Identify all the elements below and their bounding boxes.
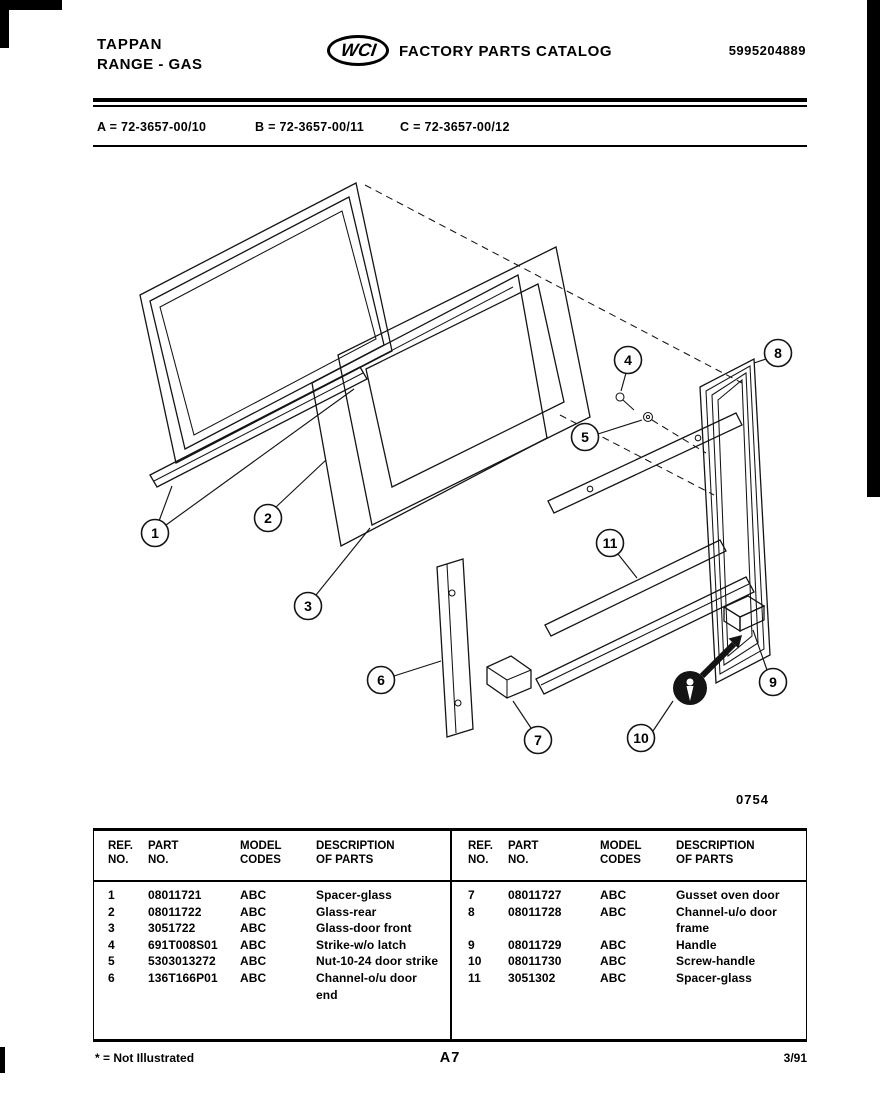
callout-8-number: 8 bbox=[774, 345, 782, 361]
callout-1 bbox=[142, 389, 355, 547]
callout-9-number: 9 bbox=[769, 674, 777, 690]
callout-5-number: 5 bbox=[581, 429, 589, 445]
exploded-view-diagram bbox=[0, 155, 880, 820]
callout-5 bbox=[572, 420, 643, 451]
publication-number: 5995204889 bbox=[728, 43, 806, 58]
brand-product-line: RANGE - GAS bbox=[97, 56, 203, 73]
table-row: 9 08011729 ABC Handle bbox=[468, 937, 717, 952]
scan-artifact-right-bar bbox=[867, 0, 880, 497]
scan-artifact-left-edge bbox=[0, 1047, 5, 1073]
header-rule-thick bbox=[93, 98, 807, 102]
wci-logo-text: WCI bbox=[339, 40, 377, 60]
revision-date: 3/91 bbox=[783, 1051, 807, 1065]
part-7-gusset bbox=[487, 656, 531, 698]
parts-table-right bbox=[454, 831, 804, 1039]
header-rule-thin bbox=[93, 105, 807, 107]
scan-artifact-top-left-v bbox=[0, 0, 9, 48]
col-header-ref: REF. NO. bbox=[108, 840, 133, 866]
callout-4-number: 4 bbox=[624, 352, 632, 368]
part-6-channel-end bbox=[437, 559, 473, 737]
col-header-model: MODEL CODES bbox=[240, 840, 282, 866]
table-row-continuation: end bbox=[316, 987, 338, 1002]
part-9-handle bbox=[724, 596, 764, 631]
table-row: 6 136T166P01 ABC Channel-o/u door bbox=[108, 970, 417, 985]
callout-2 bbox=[255, 460, 327, 532]
table-row: 4 691T008S01 ABC Strike-w/o latch bbox=[108, 937, 407, 952]
table-center-divider bbox=[450, 831, 452, 1039]
callout-7 bbox=[513, 701, 552, 754]
col-header-model: MODEL CODES bbox=[600, 840, 642, 866]
table-row: 7 08011727 ABC Gusset oven door bbox=[468, 888, 780, 902]
part-4-strike bbox=[616, 393, 634, 410]
table-row: 5 5303013272 ABC Nut-10-24 door strike bbox=[108, 954, 439, 969]
callout-4 bbox=[615, 347, 642, 392]
callout-10 bbox=[628, 701, 674, 752]
catalog-title: FACTORY PARTS CATALOG bbox=[399, 43, 613, 60]
wci-logo bbox=[327, 35, 389, 66]
table-row: 10 08011730 ABC Screw-handle bbox=[468, 954, 756, 969]
col-header-desc: DESCRIPTION OF PARTS bbox=[676, 840, 755, 866]
page-number: A7 bbox=[439, 1050, 461, 1066]
callout-6-number: 6 bbox=[377, 672, 385, 688]
callout-11 bbox=[597, 530, 638, 579]
brand-name: TAPPAN bbox=[97, 36, 163, 53]
part-3-glass-front bbox=[338, 247, 590, 525]
model-code-a: A = 72-3657-00/10 bbox=[97, 120, 207, 134]
part-11-spacer-strip bbox=[545, 540, 726, 636]
model-code-c: C = 72-3657-00/12 bbox=[400, 120, 510, 134]
table-row-continuation: frame bbox=[676, 921, 710, 936]
part-2-glass-rear bbox=[312, 275, 547, 546]
callout-8 bbox=[754, 340, 792, 367]
table-row: 1 08011721 ABC Spacer-glass bbox=[108, 888, 392, 902]
table-row: 2 08011722 ABC Glass-rear bbox=[108, 904, 377, 919]
table-row: 11 3051302 ABC Spacer-glass bbox=[468, 970, 752, 985]
not-illustrated-note: * = Not Illustrated bbox=[95, 1051, 195, 1065]
model-rule bbox=[93, 145, 807, 147]
scan-artifact-top-left-h bbox=[0, 0, 62, 10]
col-header-ref: REF. NO. bbox=[468, 840, 493, 866]
part-8-door-frame-channel bbox=[700, 359, 770, 683]
table-row: 8 08011728 ABC Channel-u/o door bbox=[468, 904, 777, 919]
callout-7-number: 7 bbox=[534, 732, 542, 748]
parts-table-left bbox=[94, 831, 448, 1039]
callout-11-number: 11 bbox=[602, 535, 618, 551]
col-header-part: PART NO. bbox=[148, 840, 179, 866]
parts-table bbox=[93, 828, 807, 1042]
callout-1-number: 1 bbox=[151, 525, 159, 541]
table-row: 3 3051722 ABC Glass-door front bbox=[108, 921, 412, 936]
callout-3 bbox=[295, 528, 371, 620]
col-header-part: PART NO. bbox=[508, 840, 539, 866]
model-code-b: B = 72-3657-00/11 bbox=[255, 120, 364, 134]
callout-10-number: 10 bbox=[633, 730, 649, 746]
callout-6 bbox=[368, 661, 442, 694]
part-5-strike-nut bbox=[644, 413, 653, 422]
callout-2-number: 2 bbox=[264, 510, 272, 526]
figure-number: 0754 bbox=[736, 792, 769, 807]
callout-3-number: 3 bbox=[304, 598, 312, 614]
part-1-spacer-glass bbox=[140, 183, 392, 487]
part-10-screw-handle bbox=[673, 635, 742, 705]
col-header-desc: DESCRIPTION OF PARTS bbox=[316, 840, 395, 866]
